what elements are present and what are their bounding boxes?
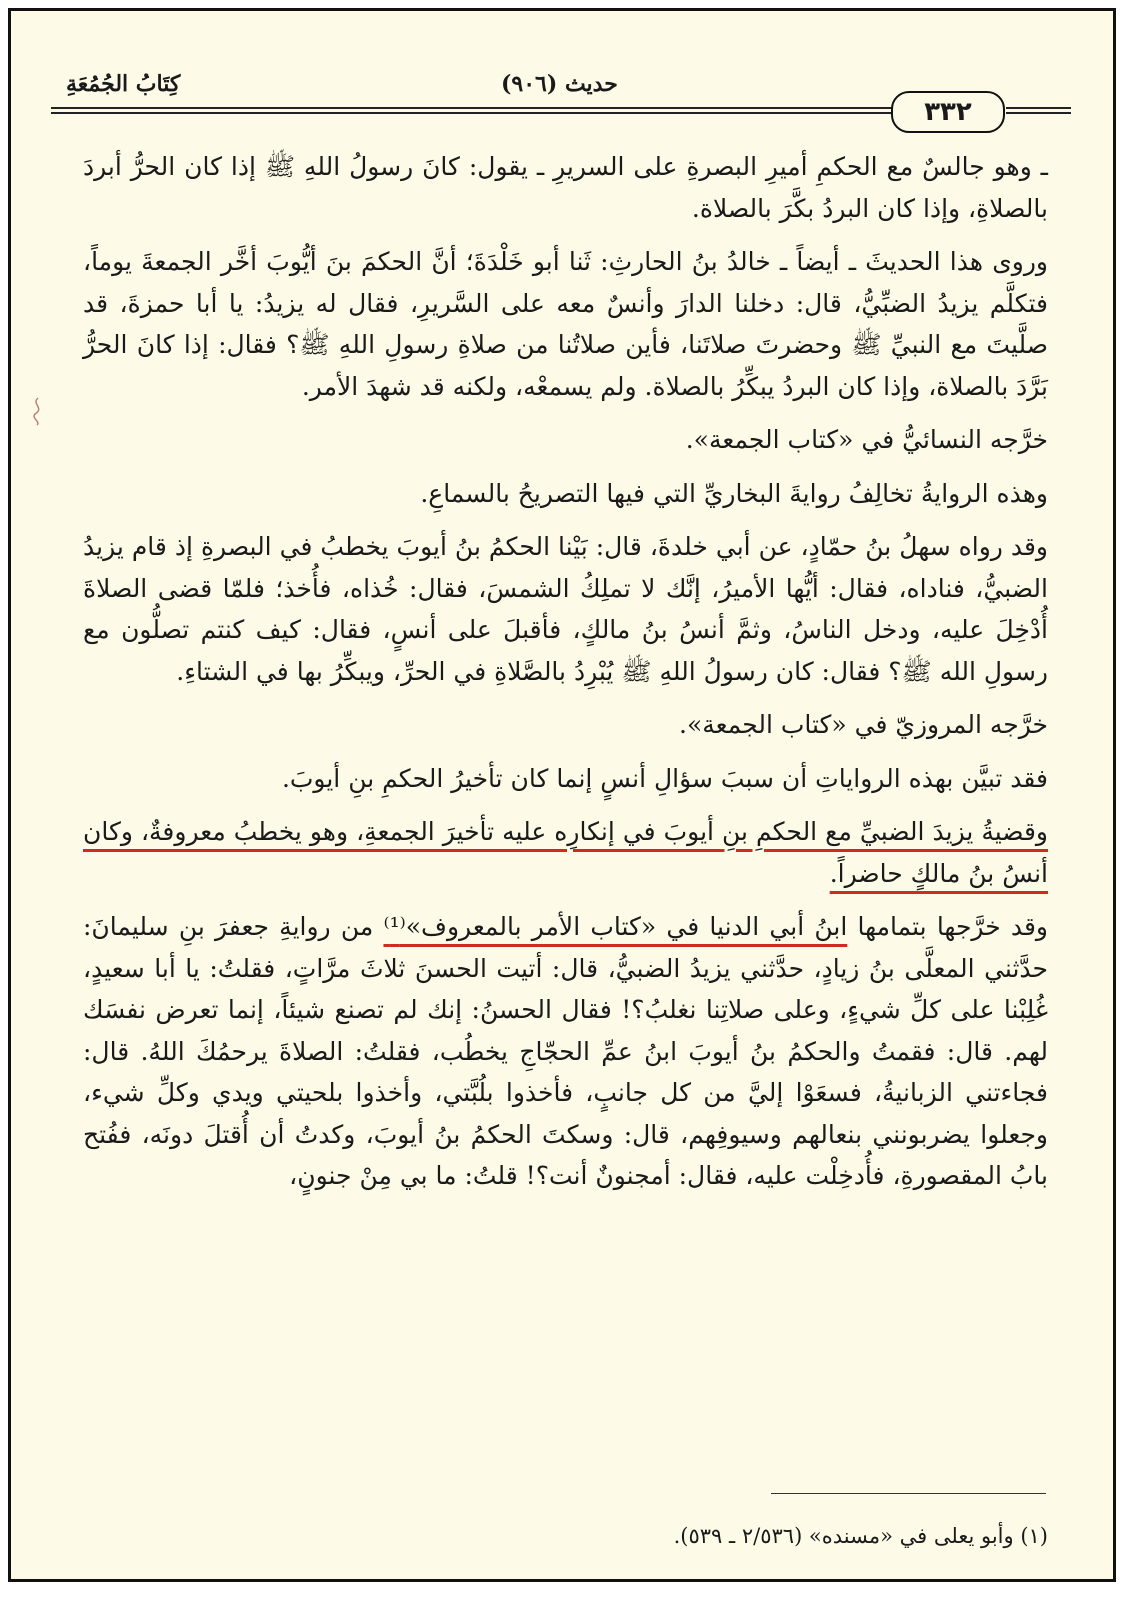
paragraph: وروى هذا الحديثَ ـ أيضاً ـ خالدُ بنُ الحارثِ: ثَنا أبو خَلْدَةَ؛ أنَّ الحكمَ بنَ أيُّوبَ أخَّر الجمعةَ يوماً، فتكلَّم يزيدُ الضبِّيُّ، قال: دخلنا الدارَ وأنسٌ معه على السَّريرِ، فقال له يزيدُ: يا أبا حمزةَ، قد صلَّيتَ مع النبيِّ ﷺ وحضرتَ صلاتَنا، فأين صلاتُنا من صلاةِ رسولِ اللهِ ﷺ؟ فقال: إذا كانَ الحرُّ بَرَّدَ بالصلاة، وإذا كان البردُ يبكِّرُ بالصلاة. ولم يسمعْه، ولكنه قد شهدَ الأمر.	[83, 247, 1048, 401]
paragraph: وقد رواه سهلُ بنُ حمّادٍ، عن أبي خلدةَ، قال: بَيْنا الحكمُ بنُ أيوبَ يخطبُ في البصرةِ إذ قام يزيدُ الضبيُّ، فناداه، فقال: أيُّها الأميرُ، إنَّك لا تملِكُ الشمسَ، فقال: خُذاه، فأُخذ؛ فلمّا قضى الصلاةَ أُدْخِلَ عليه، ودخل الناسُ، وثمَّ أنسُ بنُ مالكٍ، فأقبلَ على أنسٍ، فقال: كيف كنتم تصلُّون مع رسولِ الله ﷺ؟ فقال: كان رسولُ اللهِ ﷺ يُبْرِدُ بالصَّلاةِ في الحرِّ، ويبكِّرُ بها في الشتاءِ.	[83, 532, 1048, 686]
book-title: كِتَابُ الجُمُعَةِ	[66, 71, 181, 97]
margin-scribble-icon	[29, 396, 47, 426]
red-underline-highlight: ابنُ أبي الدنيا في «كتاب الأمر بالمعروف»⁽¹⁾	[383, 912, 848, 941]
paragraph-highlighted	[83, 811, 1048, 894]
footnote-divider	[771, 1493, 1046, 1494]
book-page	[8, 8, 1116, 1582]
paragraph: خرَّجه النسائيُّ في «كتاب الجمعة».	[685, 425, 1048, 454]
paragraph: وقد خرَّجها بتمامها ابنُ أبي الدنيا في «كتاب الأمر بالمعروف»⁽¹⁾ من روايةِ جعفرَ بنِ سليمانَ: حدَّثني المعلَّى بنُ زيادٍ، حدَّثني يزيدُ الضبيُّ، قال: أتيت الحسنَ ثلاثَ مرَّاتٍ، فقلتُ: يا أبا سعيدٍ، غُلِبْنا على كلِّ شيءٍ، وعلى صلاتِنا نغلبُ؟! فقال الحسنُ: إنك لم تصنع شيئاً، إنما تعرض نفسَك لهم. قال: فقمتُ والحكمُ بنُ أيوبَ ابنُ عمِّ الحجّاجِ يخطُب، فقلتُ: الصلاةَ يرحمُكَ اللهُ. قال: فجاءتني الزبانيةُ، فسعَوْا إليَّ من كل جانبٍ، فأخذوا بلُبَّتي، وأخذوا بلحيتي ويدي وكلِّ شيء، وجعلوا يضربونني بنعالهم وسيوفِهم، قال: وسكتَ الحكمُ بنُ أيوبَ، وكدتُ أن أُقتلَ دونَه، ففُتح بابُ المقصورةِ، فأُدخِلْت عليه، فقال: أمجنونٌ أنت؟! قلتُ: ما بي مِنْ جنونٍ،	[83, 912, 1049, 1190]
paragraph: فقد تبيَّن بهذه الرواياتِ أن سببَ سؤالِ أنسٍ إنما كان تأخيرُ الحكمِ بنِ أيوبَ.	[281, 763, 1048, 793]
header-rule	[51, 112, 963, 114]
page-number-badge: ٣٣٢	[891, 91, 1005, 133]
hadith-number-label: حديث (٩٠٦)	[501, 71, 618, 97]
page-header	[11, 11, 1113, 127]
paragraph: خرَّجه المروزيّ في «كتاب الجمعة».	[679, 710, 1048, 739]
footnote: (١) وأبو يعلى في «مسنده» (٢/٥٣٦ ـ ٥٣٩).	[673, 1524, 1048, 1548]
main-text	[83, 146, 1048, 1209]
paragraph: وهذه الروايةُ تخالِفُ روايةَ البخاريِّ التي فيها التصريحُ بالسماعِ.	[420, 478, 1048, 508]
paragraph: ـ وهو جالسٌ مع الحكمِ أميرِ البصرةِ على السريرِ ـ يقول: كانَ رسولُ اللهِ ﷺ إذا كان الحرُّ أبردَ بالصلاةِ، وإذا كان البردُ بكَّرَ بالصلاة.	[83, 152, 1048, 223]
header-rule-right	[1006, 107, 1071, 109]
header-rule-right	[1006, 112, 1071, 114]
header-rule	[51, 107, 963, 109]
red-underline-highlight: وقضيةُ يزيدَ الضبيِّ مع الحكمِ بنِ أيوبَ في إنكارِه عليه تأخيرَ الجمعةِ، وهو يخطبُ معروفةٌ، وكان أنسُ بنُ مالكٍ حاضراً.	[83, 817, 1048, 888]
